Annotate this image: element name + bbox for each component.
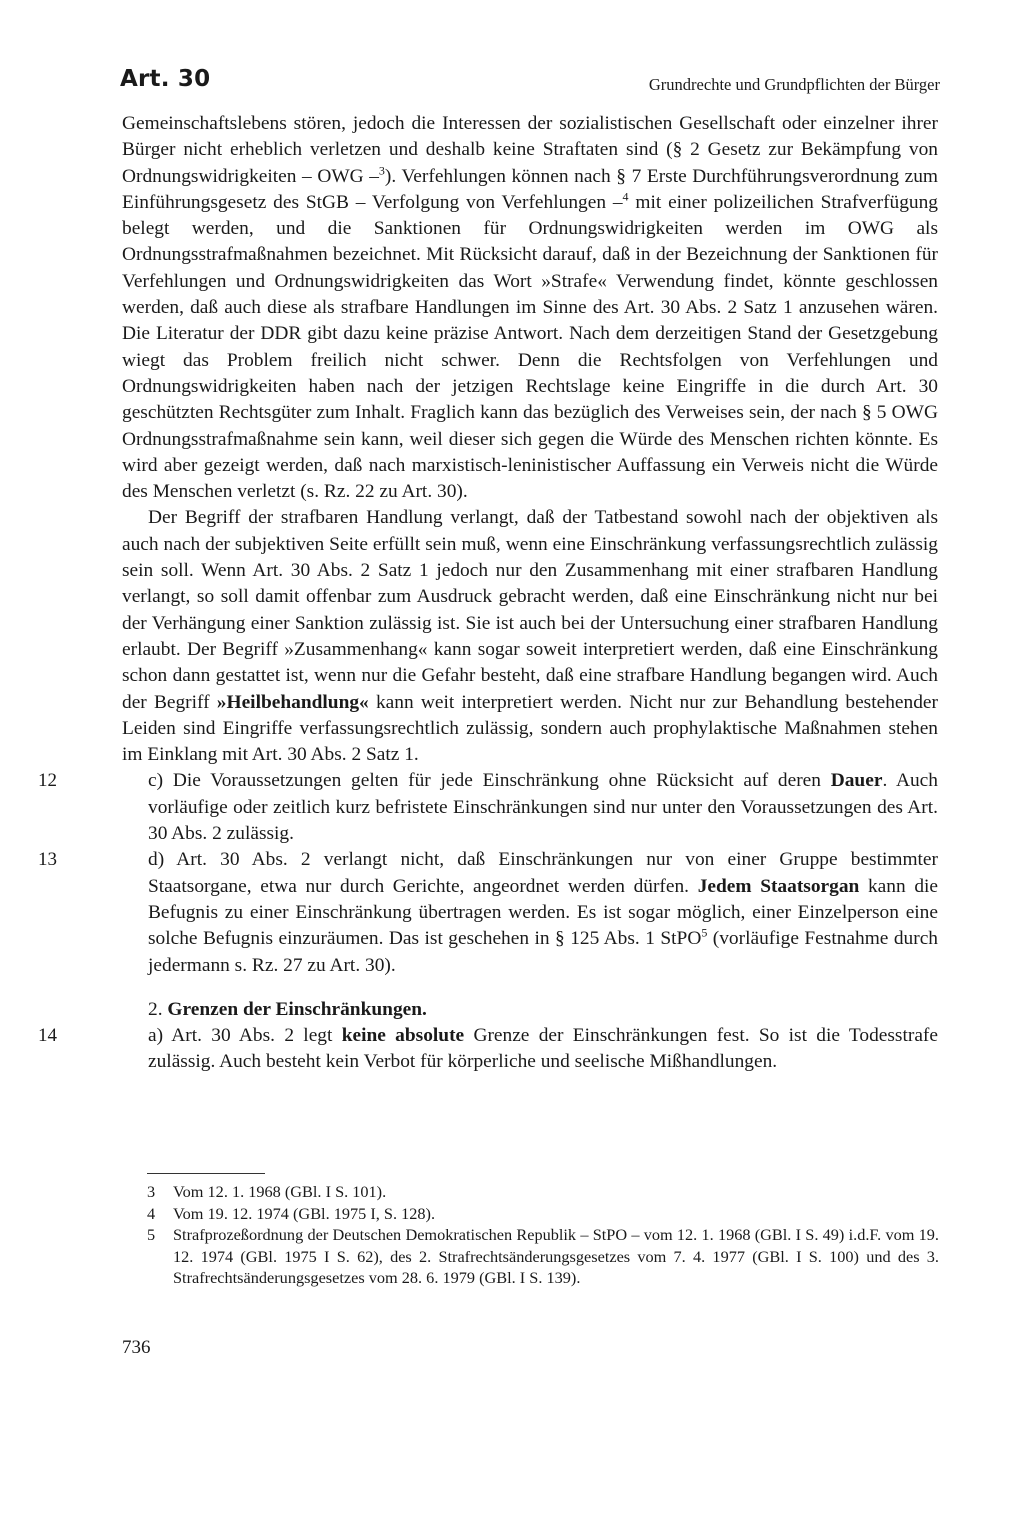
margin-section-12 (38, 768, 938, 847)
footnote-divider (147, 1173, 265, 1174)
footnote-number: 5 (147, 1225, 156, 1244)
paragraph (148, 1023, 938, 1076)
footnote-ref-4[interactable]: 4 (622, 189, 629, 204)
footnote-text: Strafprozeßordnung der Deutschen Demokratischen Republik – StPO – vom 12. 1. 1968 (GBl. I S. 49) i.d.F. vom 19. 12. 1974 (GBl. 1975 I S. 62), des 2. Strafrechtsänderungsgesetzes vom 7. 4. 1977 (GBl. I S. 100) und des 3. Strafrechtsänderungsgesetzes vom 28. 6. 1979 (GBl. I S. 139). (173, 1225, 939, 1287)
margin-number: 14 (38, 1025, 57, 1047)
margin-section-13 (38, 847, 939, 978)
footnote-5 (147, 1224, 939, 1289)
margin-number: 13 (38, 849, 57, 871)
heading-number: 2. (148, 998, 168, 1020)
text-run: . Auch vorläufige oder zeitlich kurz befristete Einschränkungen sind nur unter den Voraussetzungen des Art. 30 Abs. 2 zulässig. (148, 770, 938, 845)
text-run: d) Art. 30 Abs. 2 verlangt nicht, daß Einschränkungen nur von einer Gruppe bestimmter Staatsorgane, etwa nur durch Gerichte, angeordnet werden dürfen. (148, 849, 938, 897)
text-run: (vorläufige Festnahme durch jedermann s. Rz. 27 zu Art. 30). (148, 928, 938, 976)
text-run: Der Begriff der strafbaren Handlung verlangt, daß der Tatbestand sowohl nach der objektiven als auch nach der subjektiven Seite erfüllt sein muß, wenn eine Einschränkung verfassungsrechtlich zulässig sein soll. Wenn Art. 30 Abs. 2 Satz 1 jedoch nur den Zusammenhang mit einer strafbaren Handlung verlangt, so soll damit offenbar zum Ausdruck gebracht werden, daß eine Einschränkung nicht nur bei der Verhängung einer Sanktion zulässig ist. Sie ist auch bei der Untersuchung einer strafbaren Handlung erlaubt. Der Begriff »Zusammenhang« kann sogar soweit interpretiert werden, daß eine Einschränkung schon dann gestattet ist, wenn nur die Gefahr besteht, daß eine strafbare Handlung begangen wird. Auch der Begriff (122, 507, 938, 713)
emphasis: »Heilbehandlung« (216, 691, 369, 713)
paragraph (148, 768, 938, 847)
text-run: Gemeinschaftslebens stören, jedoch die Interessen der sozialistischen Gesellschaft oder einzelner ihrer Bürger nicht erheblich verletzen und deshalb keine Straftaten sind (§ 2 Gesetz zur Bekämpfung von Ordnungswidrigkeiten – OWG – (122, 113, 938, 187)
heading-title: Grenzen der Einschränkungen. (167, 998, 427, 1020)
margin-number: 12 (38, 770, 57, 792)
footnote-text: Vom 12. 1. 1968 (GBl. I S. 101). (173, 1182, 387, 1201)
running-title: Grundrechte und Grundpflichten der Bürger (648, 75, 940, 94)
emphasis: Jedem Staatsorgan (697, 875, 860, 897)
paragraph (148, 847, 938, 978)
footnotes (147, 1181, 939, 1289)
footnote-number: 3 (147, 1182, 156, 1201)
emphasis: Dauer (830, 770, 883, 792)
footnote-4 (147, 1203, 939, 1225)
paragraph (122, 505, 938, 768)
text-run: a) Art. 30 Abs. 2 legt (148, 1025, 342, 1047)
spacer (122, 979, 938, 997)
text-run: kann weit interpretiert werden. Nicht nur zur Behandlung bestehender Leiden sind Eingriffe verfassungsrechtlich zulässig, sondern auch prophylaktische Maßnahmen stehen im Einklang mit Art. 30 Abs. 2 Satz 1. (122, 691, 938, 766)
text-run: mit einer polizeilichen Strafverfügung belegt werden, und die Sanktionen für Ordnungswidrigkeiten werden im OWG als Ordnungsstrafmaßnahmen bezeichnet. Mit Rücksicht darauf, daß in der Bezeichnung der Sanktionen für Verfehlungen und Ordnungswidrigkeiten das Wort »Strafe« Verwendung findet, könnte geschlossen werden, daß auch diese als strafbare Handlungen im Sinne des Art. 30 Abs. 2 Satz 1 anzusehen wären. Die Literatur der DDR gibt dazu keine präzise Antwort. Nach dem derzeitigen Stand der Gesetzgebung wiegt das Problem freilich nicht schwer. Denn die Rechtsfolgen von Verfehlungen und Ordnungswidrigkeiten haben nach der jetzigen Rechtslage keine Eingriffe in die durch Art. 30 geschützten Rechtsgüter zum Inhalt. Fraglich kann das bezüglich des Verweises sein, der nach § 5 OWG Ordnungsstrafmaßnahme sein kann, weil dieser sich gegen die Würde des Menschen richten könnte. Es wird aber gezeigt werden, daß nach marxistisch-leninistischer Auffassung ein Verweis nicht die Würde des Menschen verletzt (s. Rz. 22 zu Art. 30). (122, 191, 939, 503)
footnote-ref-3[interactable]: 3 (378, 163, 385, 178)
page-number: 736 (122, 1337, 151, 1358)
section-heading (122, 997, 938, 1023)
margin-section-14 (38, 1023, 938, 1076)
emphasis: keine absolute (341, 1025, 465, 1047)
article-label: Art. 30 (120, 66, 211, 92)
main-text (38, 111, 939, 1076)
footnote-number: 4 (147, 1203, 156, 1223)
text-run: Grenze der Einschränkungen fest. So ist die Todesstrafe zulässig. Auch besteht kein Verbot für körperliche und seelische Mißhandlungen. (148, 1025, 938, 1073)
footnote-text: Vom 19. 12. 1974 (GBl. 1975 I, S. 128). (173, 1203, 436, 1223)
text-run: ). Verfehlungen können nach § 7 Erste Durchführungsverordnung zum Einführungsgesetz des StGB – Verfolgung von Verfehlungen – (122, 165, 939, 213)
text-run: c) Die Voraussetzungen gelten für jede Einschränkung ohne Rücksicht auf deren (148, 770, 831, 792)
footnote-3 (147, 1181, 939, 1203)
text-run: kann die Befugnis zu einer Einschränkung übertragen werden. Es ist sogar möglich, einer Einzelperson eine solche Befugnis einzuräumen. Das ist geschehen in § 125 Abs. 1 StPO (148, 875, 939, 950)
paragraph-continued (122, 111, 938, 505)
footnote-ref-5[interactable]: 5 (701, 925, 708, 940)
running-head (120, 66, 940, 102)
